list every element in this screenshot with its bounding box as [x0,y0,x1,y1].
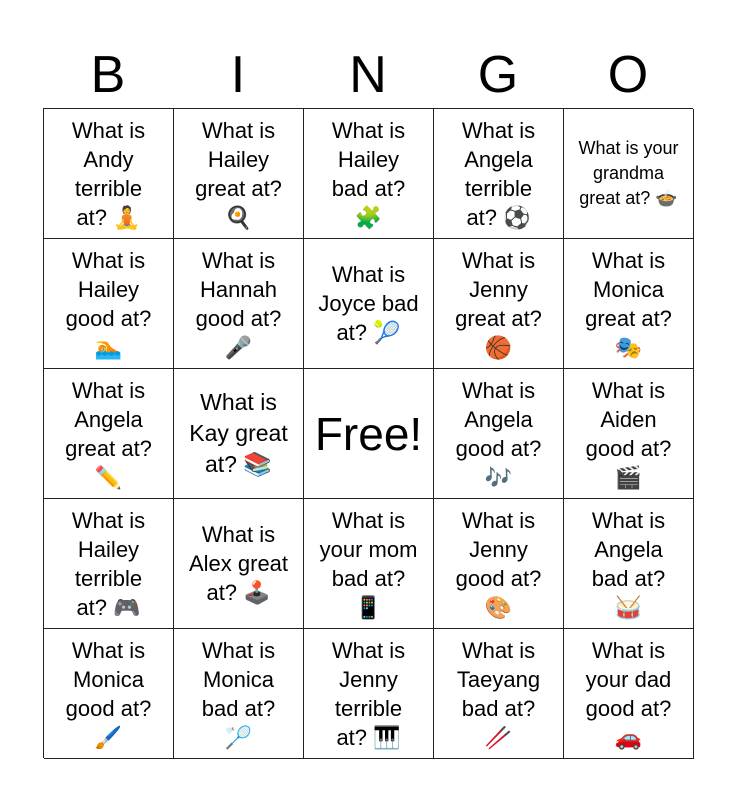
bingo-cell-r1c2[interactable] [174,109,304,239]
cell-prompt: What is Joyce bad at? 🎾 [318,262,419,345]
bingo-cell-r3c2[interactable] [174,369,304,499]
cell-prompt: What is Alex great at? 🕹️ [188,522,289,605]
bingo-cell-free[interactable] [304,369,434,499]
bingo-cell-r1c5[interactable] [564,109,694,239]
header-letter-n: N [349,46,387,104]
cell-prompt: What is Angela great at? ✏️ [65,377,152,490]
cell-prompt: What is Hailey terrible at? 🎮 [71,507,146,620]
bingo-cell-r4c2[interactable] [174,499,304,629]
bingo-cell-r4c4[interactable] [434,499,564,629]
cell-prompt: What is Kay great at? 📚 [189,389,288,477]
bingo-cell-r2c5[interactable] [564,239,694,369]
bingo-card-grid [43,108,693,758]
bingo-cell-r4c3[interactable] [304,499,434,629]
cell-prompt: What is Taeyang bad at? 🥢 [456,637,541,750]
cell-prompt: What is Jenny terrible at? 🎹 [331,637,406,750]
cell-prompt: What is Jenny great at? 🏀 [455,247,542,360]
cell-prompt: What is your dad good at? 🚗 [585,637,672,750]
cell-prompt: What is Monica great at? 🎭 [585,247,672,360]
cell-prompt: What is Angela good at? 🎶 [455,377,542,490]
bingo-cell-r5c5[interactable] [564,629,694,759]
bingo-cell-r2c1[interactable] [44,239,174,369]
cell-prompt: What is Andy terrible at? 🧘 [71,117,146,230]
cell-prompt: What is Hannah good at? 🎤 [195,247,282,360]
cell-prompt: What is Jenny good at? 🎨 [455,507,542,620]
bingo-cell-r5c2[interactable] [174,629,304,759]
bingo-cell-r5c3[interactable] [304,629,434,759]
cell-prompt: What is Monica good at? 🖌️ [65,637,152,750]
bingo-cell-r4c1[interactable] [44,499,174,629]
bingo-cell-r2c3[interactable] [304,239,434,369]
bingo-cell-r3c1[interactable] [44,369,174,499]
bingo-cell-r1c1[interactable] [44,109,174,239]
cell-prompt: What is your grandma great at? 🍲 [578,138,679,208]
cell-prompt: What is Hailey great at? 🍳 [195,117,282,230]
cell-prompt: What is Hailey good at? 🏊 [65,247,152,360]
cell-prompt: What is your mom bad at? 📱 [319,507,418,620]
bingo-cell-r4c5[interactable] [564,499,694,629]
bingo-cell-r2c2[interactable] [174,239,304,369]
bingo-cell-r3c5[interactable] [564,369,694,499]
free-space-label: Free! [314,407,423,460]
cell-prompt: What is Monica bad at? 🏸 [201,637,276,750]
cell-prompt: What is Angela bad at? 🥁 [591,507,666,620]
header-letter-i: I [230,46,246,104]
bingo-cell-r3c4[interactable] [434,369,564,499]
bingo-cell-r2c4[interactable] [434,239,564,369]
bingo-cell-r1c4[interactable] [434,109,564,239]
bingo-cell-r1c3[interactable] [304,109,434,239]
cell-prompt: What is Aiden good at? 🎬 [585,377,672,490]
cell-prompt: What is Angela terrible at? ⚽ [461,117,536,230]
header-letter-g: G [477,46,519,104]
header-letter-b: B [90,46,126,104]
bingo-cell-r5c4[interactable] [434,629,564,759]
bingo-cell-r5c1[interactable] [44,629,174,759]
bingo-header [43,42,693,108]
cell-prompt: What is Hailey bad at? 🧩 [331,117,406,230]
header-letter-o: O [607,46,649,104]
